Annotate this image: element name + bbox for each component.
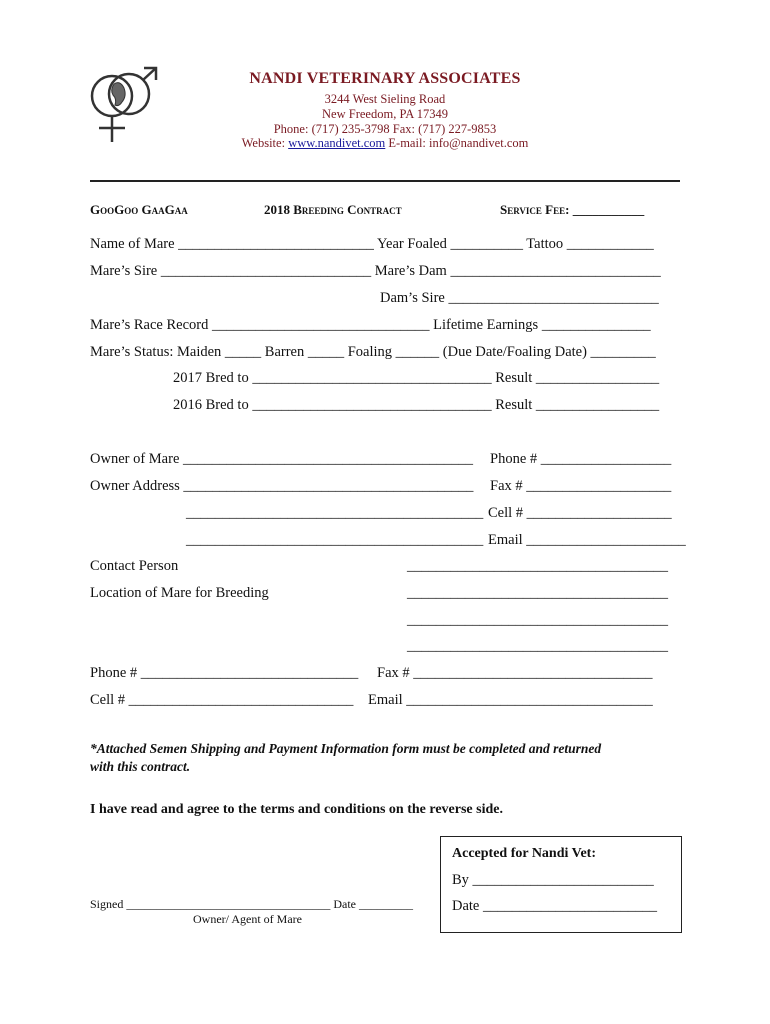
mare-sire-row: Mare’s Sire _____________________________ Mare’s Dam _____________________________ [90, 263, 661, 279]
owner-address-line3: _________________________________________ [186, 532, 484, 548]
website-label: Website: [241, 136, 286, 150]
contract-title: 2018 Breeding Contract [264, 202, 402, 217]
bred-2017-row: 2017 Bred to _________________________________ Result _________________ [173, 370, 660, 386]
practice-city: New Freedom, PA 17349 [322, 107, 448, 121]
contact-person-label: Contact Person [90, 558, 179, 574]
location-line-1: ____________________________________ [407, 585, 668, 601]
owner-fax: Fax # ____________________ [490, 478, 672, 494]
location-line-2: ____________________________________ [407, 612, 668, 628]
bred-2016-row: 2016 Bred to _________________________________ Result _________________ [173, 397, 660, 413]
contact-phone: Phone # ______________________________ [90, 665, 359, 681]
mare-status-row: Mare’s Status: Maiden _____ Barren _____ Foaling ______ (Due Date/Foaling Date) _________ [90, 344, 656, 360]
location-label: Location of Mare for Breeding [90, 585, 269, 601]
practice-web-email [180, 136, 590, 151]
accepted-by: By _________________________ [452, 872, 654, 888]
practice-name: NANDI VETERINARY ASSOCIATES [249, 70, 521, 87]
owner-email: Email ______________________ [488, 532, 686, 548]
website-link[interactable]: www.nandivet.com [288, 136, 386, 150]
location-line-3: ____________________________________ [407, 638, 668, 654]
contact-fax: Fax # _________________________________ [377, 665, 653, 681]
owner-agent-caption: Owner/ Agent of Mare [193, 912, 302, 926]
agree-statement: I have read and agree to the terms and conditions on the reverse side. [90, 802, 503, 817]
mare-name-row: Name of Mare ___________________________ Year Foaled __________ Tattoo ____________ [90, 236, 654, 252]
stallion-name: GooGoo GaaGaa [90, 202, 188, 217]
accepted-date: Date ________________________ [452, 898, 657, 914]
race-record-row: Mare’s Race Record ______________________________ Lifetime Earnings _______________ [90, 317, 651, 333]
contact-person-line: ____________________________________ [407, 558, 668, 574]
accepted-box [440, 836, 682, 933]
attached-note-line1: *Attached Semen Shipping and Payment Information form must be completed and returned [90, 741, 602, 756]
email-text: E-mail: info@nandivet.com [385, 136, 529, 150]
attached-note-line2: with this contract. [90, 759, 191, 774]
practice-phone-fax: Phone: (717) 235-3798 Fax: (717) 227-9853 [273, 122, 497, 136]
signed-line: Signed __________________________________ Date _________ [90, 897, 413, 911]
practice-street: 3244 West Sieling Road [324, 92, 446, 106]
owner-cell: Cell # ____________________ [488, 505, 672, 521]
owner-phone: Phone # __________________ [490, 451, 672, 467]
header-divider [90, 180, 680, 182]
service-fee: Service Fee: ___________ [500, 202, 645, 217]
contact-cell: Cell # _______________________________ [90, 692, 354, 708]
contact-email: Email __________________________________ [368, 692, 653, 708]
accepted-title: Accepted for Nandi Vet: [452, 846, 597, 861]
gender-symbols-horse-logo-icon [84, 62, 164, 144]
owner-address-line2: _________________________________________ [186, 505, 484, 521]
owner-address: Owner Address ________________________________________ [90, 478, 474, 494]
owner-of-mare: Owner of Mare ________________________________________ [90, 451, 474, 467]
dams-sire-row: Dam’s Sire _____________________________ [380, 290, 659, 306]
